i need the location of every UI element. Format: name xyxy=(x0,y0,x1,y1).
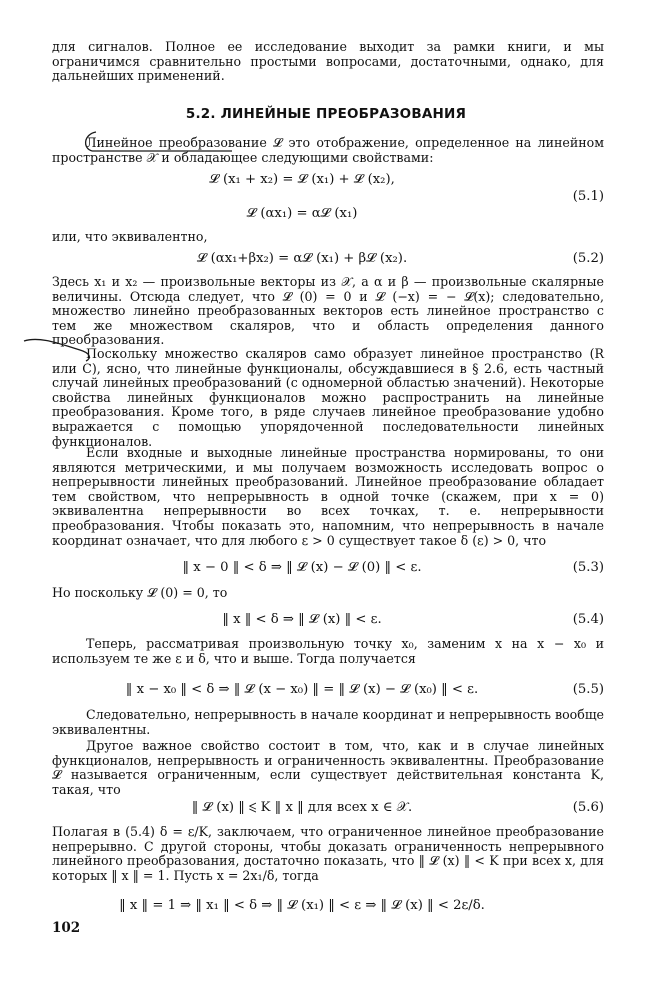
equation-number-5-1: (5.1) xyxy=(572,189,604,204)
formula-continuity-at-origin: ‖ x − 0 ‖ < δ ⇒ ‖ 𝓛 (x) − 𝓛 (0) ‖ < ε. xyxy=(182,560,422,575)
paragraph-consequences: Здесь x₁ и x₂ — произвольные векторы из 𝒳, а α и β — произвольные скалярные величины. Отсюда следует, что 𝓛 (0) = 0 и 𝓛 (−x) = − 𝓛(x); следовательно, множество линейно преобразованных векторов есть линейное пространство с тем же множеством скаляров, что и область определения данного преобразования. xyxy=(52,274,604,348)
formula-additivity: 𝓛 (x₁ + x₂) = 𝓛 (x₁) + 𝓛 (x₂), xyxy=(209,172,395,187)
paragraph-continuity: Если входные и выходные линейные пространства нормированы, то они являются метрическими, и мы получаем возможность исследовать вопрос о непрерывности линейных преобразований. Линейное преобразование обладает тем свойством, что непрерывность в одной точке (скажем, при x = 0) эквивалентна непрерывности во всех точках, т. е. непрерывности преобразования. Чтобы показать это, напомним, что непрерывность в начале координат означает, что для любого ε > 0 существует такое δ (ε) > 0, что xyxy=(52,445,604,548)
paragraph-intro-continuation: для сигналов. Полное ее исследование выходит за рамки книги, и мы ограничимся сравнительно простыми вопросами, достаточными, однако, для дальнейших применений. xyxy=(52,39,604,84)
paragraph-therefore: Следовательно, непрерывность в начале координат и непрерывность вообще эквивалентны. xyxy=(52,707,604,737)
paragraph-definition: Линейное преобразование 𝓛 это отображение, определенное на линейном пространстве 𝒳 и обладающее следующими свойствами: xyxy=(52,135,604,165)
equation-number-5-4: (5.4) xyxy=(572,612,604,627)
equation-number-5-5: (5.5) xyxy=(572,682,604,697)
formula-linearity: 𝓛 (αx₁+βx₂) = α𝓛 (x₁) + β𝓛 (x₂). xyxy=(196,251,408,266)
formula-norm-bound: ‖ x ‖ < δ ⇒ ‖ 𝓛 (x) ‖ < ε. xyxy=(222,612,382,627)
formula-continuity-arbitrary: ‖ x − x₀ ‖ < δ ⇒ ‖ 𝓛 (x − x₀) ‖ = ‖ 𝓛 (x) − 𝓛 (x₀) ‖ < ε. xyxy=(125,682,479,697)
equation-number-5-2: (5.2) xyxy=(572,251,604,266)
formula-homogeneity: 𝓛 (αx₁) = α𝓛 (x₁) xyxy=(246,206,358,221)
page-number: 102 xyxy=(52,920,81,936)
equation-number-5-6: (5.6) xyxy=(572,800,604,815)
paragraph-functionals: Поскольку множество скаляров само образует линейное пространство (R или C), ясно, что линейные функционалы, обсуждавшиеся в § 2.6, есть частный случай линейных преобразований (с одномерной областью значений). Некоторые свойства линейных функционалов можно распространить на линейные преобразования. Кроме того, в ряде случаев линейное преобразование удобно выражается с помощью упорядоченной последовательности линейных функционалов. xyxy=(52,346,604,449)
section-heading: 5.2. ЛИНЕЙНЫЕ ПРЕОБРАЗОВАНИЯ xyxy=(185,106,467,122)
formula-bounded-definition: ‖ 𝓛 (x) ‖ ⩽ K ‖ x ‖ для всех x ∈ 𝒳. xyxy=(191,800,413,815)
paragraph-bounded-continuous: Полагая в (5.4) δ = ε/K, заключаем, что ограниченное линейное преобразование непрерывно. С другой стороны, чтобы доказать ограниченность непрерывного линейного преобразования, достаточно показать, что ‖ 𝓛 (x) ‖ < K при всех x, для которых ‖ x ‖ = 1. Пусть x = 2x₁/δ, тогда xyxy=(52,824,604,883)
paragraph-arbitrary-point: Теперь, рассматривая произвольную точку x₀, заменим x на x − x₀ и используем те же ε и δ, что и выше. Тогда получается xyxy=(52,636,604,666)
paragraph-equivalently: или, что эквивалентно, xyxy=(52,229,208,244)
equation-number-5-3: (5.3) xyxy=(572,560,604,575)
paragraph-boundedness: Другое важное свойство состоит в том, что, как и в случае линейных функционалов, непрерывность и ограниченность эквивалентны. Преобразование 𝓛 называется ограниченным, если существует действительная константа K, такая, что xyxy=(52,738,604,797)
formula-final-chain: ‖ x ‖ = 1 ⇒ ‖ x₁ ‖ < δ ⇒ ‖ 𝓛 (x₁) ‖ < ε ⇒ ‖ 𝓛 (x) ‖ < 2ε/δ. xyxy=(119,898,485,913)
paragraph-since-zero: Но поскольку 𝓛 (0) = 0, то xyxy=(52,585,228,600)
